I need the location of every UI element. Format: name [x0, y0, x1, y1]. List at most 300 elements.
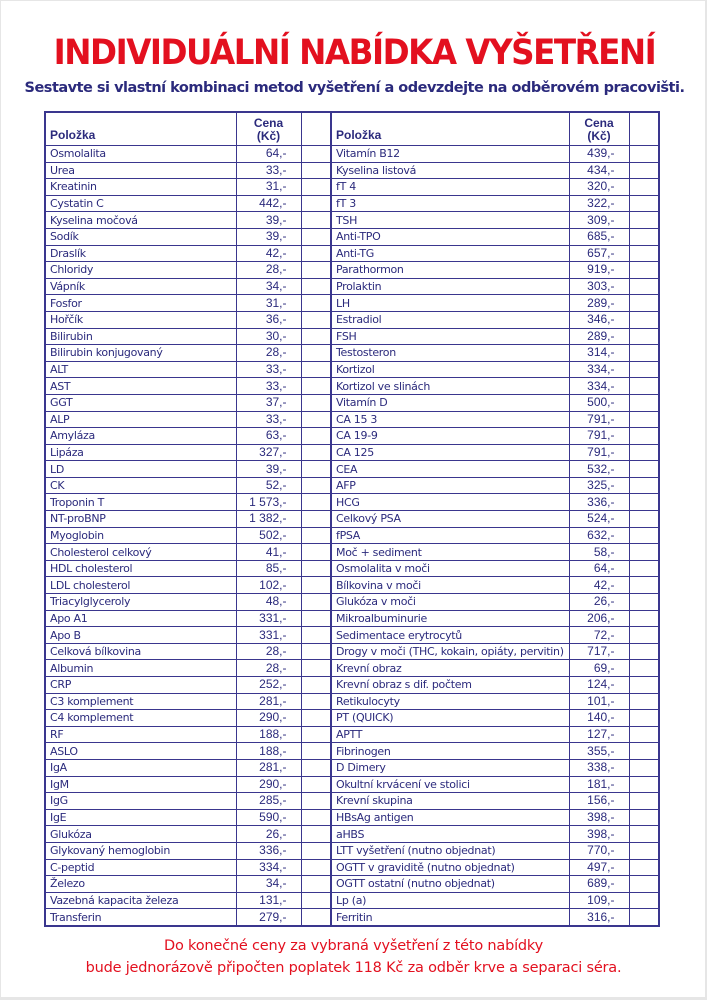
- item-name-left: GGT: [45, 394, 236, 411]
- table-row: [45, 195, 659, 212]
- blank-cell-right: [629, 560, 659, 577]
- table-row: [45, 162, 659, 179]
- blank-cell-left: [301, 345, 331, 362]
- blank-cell-right: [629, 428, 659, 445]
- price-table: [44, 111, 660, 927]
- item-price-right: 320,-: [569, 179, 629, 196]
- blank-cell-right: [629, 494, 659, 511]
- blank-cell-left: [301, 195, 331, 212]
- column-header-blank-right: [629, 112, 659, 146]
- item-price-left: 290,-: [236, 710, 301, 727]
- table-row: [45, 842, 659, 859]
- item-price-left: 279,-: [236, 909, 301, 926]
- item-price-right: 717,-: [569, 643, 629, 660]
- item-price-right: 289,-: [569, 328, 629, 345]
- table-row: [45, 245, 659, 262]
- item-price-left: 28,-: [236, 643, 301, 660]
- item-name-right: Mikroalbuminurie: [331, 610, 569, 627]
- blank-cell-left: [301, 776, 331, 793]
- blank-cell-left: [301, 726, 331, 743]
- table-row: [45, 378, 659, 395]
- item-price-right: 334,-: [569, 378, 629, 395]
- table-row: [45, 660, 659, 677]
- item-price-right: 140,-: [569, 710, 629, 727]
- blank-cell-right: [629, 544, 659, 561]
- item-name-right: fT 3: [331, 195, 569, 212]
- item-name-right: D Dimery: [331, 759, 569, 776]
- blank-cell-right: [629, 759, 659, 776]
- item-name-right: Estradiol: [331, 311, 569, 328]
- item-name-right: CA 15 3: [331, 411, 569, 428]
- blank-cell-left: [301, 677, 331, 694]
- blank-cell-right: [629, 311, 659, 328]
- item-name-right: Moč + sediment: [331, 544, 569, 561]
- item-name-right: TSH: [331, 212, 569, 229]
- blank-cell-right: [629, 195, 659, 212]
- item-name-left: Albumin: [45, 660, 236, 677]
- table-row: [45, 627, 659, 644]
- blank-cell-left: [301, 444, 331, 461]
- item-name-right: Vitamín D: [331, 394, 569, 411]
- item-price-right: 69,-: [569, 660, 629, 677]
- blank-cell-right: [629, 710, 659, 727]
- item-name-left: NT-proBNP: [45, 511, 236, 528]
- item-name-right: FSH: [331, 328, 569, 345]
- blank-cell-right: [629, 527, 659, 544]
- blank-cell-left: [301, 179, 331, 196]
- blank-cell-right: [629, 743, 659, 760]
- item-price-right: 439,-: [569, 146, 629, 163]
- blank-cell-right: [629, 859, 659, 876]
- item-name-right: Anti-TG: [331, 245, 569, 262]
- item-price-left: 85,-: [236, 560, 301, 577]
- item-name-right: LH: [331, 295, 569, 312]
- item-name-right: Anti-TPO: [331, 228, 569, 245]
- blank-cell-left: [301, 710, 331, 727]
- item-price-left: 252,-: [236, 677, 301, 694]
- price-header-line1: Cena: [253, 116, 284, 130]
- table-row: [45, 311, 659, 328]
- item-price-left: 33,-: [236, 162, 301, 179]
- item-name-right: OGTT ostatní (nutno objednat): [331, 876, 569, 893]
- item-name-left: ALP: [45, 411, 236, 428]
- blank-cell-left: [301, 228, 331, 245]
- item-name-right: Kyselina listová: [331, 162, 569, 179]
- item-name-right: Osmolalita v moči: [331, 560, 569, 577]
- price-header-line2: (Kč): [587, 129, 611, 143]
- table-row: [45, 394, 659, 411]
- blank-cell-left: [301, 660, 331, 677]
- table-row: [45, 262, 659, 279]
- item-price-left: 188,-: [236, 743, 301, 760]
- item-price-left: 42,-: [236, 245, 301, 262]
- table-row: [45, 146, 659, 163]
- blank-cell-right: [629, 411, 659, 428]
- item-price-right: 124,-: [569, 677, 629, 694]
- table-row: [45, 892, 659, 909]
- table-row: [45, 527, 659, 544]
- item-price-right: 336,-: [569, 494, 629, 511]
- blank-cell-right: [629, 876, 659, 893]
- item-price-right: 919,-: [569, 262, 629, 279]
- page-subtitle: Sestavte si vlastní kombinaci metod vyšetření a odevzdejte na odběrovém pracovišti.: [24, 80, 685, 96]
- table-row: [45, 793, 659, 810]
- item-name-right: Bílkovina v moči: [331, 577, 569, 594]
- item-price-left: 102,-: [236, 577, 301, 594]
- item-price-left: 502,-: [236, 527, 301, 544]
- item-name-left: CK: [45, 477, 236, 494]
- item-name-right: Parathormon: [331, 262, 569, 279]
- item-price-right: 791,-: [569, 428, 629, 445]
- blank-cell-right: [629, 511, 659, 528]
- item-name-right: Prolaktin: [331, 278, 569, 295]
- blank-cell-right: [629, 394, 659, 411]
- item-name-right: Kortizol ve slinách: [331, 378, 569, 395]
- item-price-left: 37,-: [236, 394, 301, 411]
- table-row: [45, 759, 659, 776]
- item-price-right: 127,-: [569, 726, 629, 743]
- item-name-left: Celková bílkovina: [45, 643, 236, 660]
- blank-cell-left: [301, 245, 331, 262]
- item-price-left: 442,-: [236, 195, 301, 212]
- item-price-right: 355,-: [569, 743, 629, 760]
- blank-cell-left: [301, 743, 331, 760]
- item-price-right: 791,-: [569, 411, 629, 428]
- item-name-right: Kortizol: [331, 361, 569, 378]
- item-name-right: Retikulocyty: [331, 693, 569, 710]
- item-price-right: 303,-: [569, 278, 629, 295]
- item-name-left: C3 komplement: [45, 693, 236, 710]
- item-name-left: Bilirubin konjugovaný: [45, 345, 236, 362]
- blank-cell-left: [301, 693, 331, 710]
- blank-cell-left: [301, 842, 331, 859]
- item-name-left: Železo: [45, 876, 236, 893]
- page-title: INDIVIDUÁLNÍ NABÍDKA VYŠETŘENÍ: [53, 33, 656, 73]
- blank-cell-left: [301, 477, 331, 494]
- blank-cell-right: [629, 461, 659, 478]
- item-price-right: 434,-: [569, 162, 629, 179]
- blank-cell-right: [629, 726, 659, 743]
- item-price-left: 285,-: [236, 793, 301, 810]
- item-price-left: 39,-: [236, 461, 301, 478]
- column-header-item-left: Položka: [45, 112, 236, 146]
- item-price-left: 31,-: [236, 295, 301, 312]
- blank-cell-left: [301, 544, 331, 561]
- item-name-left: Cholesterol celkový: [45, 544, 236, 561]
- item-name-left: Chloridy: [45, 262, 236, 279]
- item-price-left: 39,-: [236, 228, 301, 245]
- table-row: [45, 610, 659, 627]
- item-name-left: Hořčík: [45, 311, 236, 328]
- item-price-right: 791,-: [569, 444, 629, 461]
- footer-line-1: Do konečné ceny za vybraná vyšetření z této nabídky: [164, 938, 543, 954]
- item-name-left: IgG: [45, 793, 236, 810]
- item-price-left: 63,-: [236, 428, 301, 445]
- item-price-left: 331,-: [236, 627, 301, 644]
- item-price-left: 1 382,-: [236, 511, 301, 528]
- blank-cell-left: [301, 759, 331, 776]
- blank-cell-left: [301, 793, 331, 810]
- item-name-right: Glukóza v moči: [331, 594, 569, 611]
- blank-cell-right: [629, 345, 659, 362]
- blank-cell-right: [629, 643, 659, 660]
- item-name-left: Troponin T: [45, 494, 236, 511]
- item-price-left: 34,-: [236, 876, 301, 893]
- item-name-left: Transferin: [45, 909, 236, 926]
- blank-cell-right: [629, 245, 659, 262]
- blank-cell-left: [301, 892, 331, 909]
- item-name-left: IgE: [45, 809, 236, 826]
- item-price-left: 26,-: [236, 826, 301, 843]
- item-price-right: 72,-: [569, 627, 629, 644]
- item-name-left: Cystatin C: [45, 195, 236, 212]
- item-price-right: 325,-: [569, 477, 629, 494]
- item-price-left: 336,-: [236, 842, 301, 859]
- blank-cell-left: [301, 212, 331, 229]
- item-price-right: 289,-: [569, 295, 629, 312]
- table-row: [45, 477, 659, 494]
- blank-cell-right: [629, 809, 659, 826]
- item-price-right: 338,-: [569, 759, 629, 776]
- item-name-left: Bilirubin: [45, 328, 236, 345]
- blank-cell-left: [301, 262, 331, 279]
- blank-cell-right: [629, 627, 659, 644]
- table-header-row: [45, 112, 659, 146]
- item-name-right: HCG: [331, 494, 569, 511]
- table-row: [45, 345, 659, 362]
- item-name-left: IgM: [45, 776, 236, 793]
- blank-cell-left: [301, 494, 331, 511]
- item-price-left: 33,-: [236, 361, 301, 378]
- item-price-left: 331,-: [236, 610, 301, 627]
- item-price-left: 281,-: [236, 693, 301, 710]
- item-price-left: 36,-: [236, 311, 301, 328]
- item-price-left: 52,-: [236, 477, 301, 494]
- blank-cell-right: [629, 361, 659, 378]
- blank-cell-left: [301, 594, 331, 611]
- blank-cell-left: [301, 295, 331, 312]
- blank-cell-left: [301, 411, 331, 428]
- table-row: [45, 295, 659, 312]
- item-price-left: 30,-: [236, 328, 301, 345]
- item-price-right: 309,-: [569, 212, 629, 229]
- table-row: [45, 428, 659, 445]
- blank-cell-right: [629, 328, 659, 345]
- item-name-left: C-peptid: [45, 859, 236, 876]
- item-name-left: Osmolalita: [45, 146, 236, 163]
- item-price-right: 497,-: [569, 859, 629, 876]
- blank-cell-right: [629, 179, 659, 196]
- blank-cell-right: [629, 660, 659, 677]
- item-price-left: 41,-: [236, 544, 301, 561]
- item-price-right: 206,-: [569, 610, 629, 627]
- blank-cell-left: [301, 876, 331, 893]
- blank-cell-right: [629, 378, 659, 395]
- blank-cell-left: [301, 428, 331, 445]
- item-price-left: 31,-: [236, 179, 301, 196]
- blank-cell-right: [629, 295, 659, 312]
- item-name-right: fPSA: [331, 527, 569, 544]
- item-price-right: 42,-: [569, 577, 629, 594]
- item-name-left: Sodík: [45, 228, 236, 245]
- blank-cell-right: [629, 693, 659, 710]
- item-price-right: 346,-: [569, 311, 629, 328]
- item-name-right: Testosteron: [331, 345, 569, 362]
- item-price-left: 48,-: [236, 594, 301, 611]
- blank-cell-left: [301, 643, 331, 660]
- item-price-right: 26,-: [569, 594, 629, 611]
- item-price-right: 181,-: [569, 776, 629, 793]
- item-name-right: Krevní obraz s dif. počtem: [331, 677, 569, 694]
- item-name-right: HBsAg antigen: [331, 809, 569, 826]
- blank-cell-left: [301, 278, 331, 295]
- item-name-right: fT 4: [331, 179, 569, 196]
- item-name-left: Myoglobin: [45, 527, 236, 544]
- blank-cell-left: [301, 627, 331, 644]
- item-price-left: 188,-: [236, 726, 301, 743]
- table-row: [45, 643, 659, 660]
- column-header-blank-left: [301, 112, 331, 146]
- blank-cell-right: [629, 577, 659, 594]
- blank-cell-right: [629, 793, 659, 810]
- table-row: [45, 859, 659, 876]
- item-price-left: 327,-: [236, 444, 301, 461]
- blank-cell-right: [629, 909, 659, 926]
- item-price-right: 657,-: [569, 245, 629, 262]
- item-price-left: 28,-: [236, 660, 301, 677]
- table-row: [45, 328, 659, 345]
- price-header-line1: Cena: [584, 116, 614, 130]
- item-name-right: LTT vyšetření (nutno objednat): [331, 842, 569, 859]
- item-name-left: Apo A1: [45, 610, 236, 627]
- item-name-right: Okultní krvácení ve stolici: [331, 776, 569, 793]
- item-name-left: ALT: [45, 361, 236, 378]
- blank-cell-left: [301, 560, 331, 577]
- item-price-right: 632,-: [569, 527, 629, 544]
- table-row: [45, 726, 659, 743]
- item-name-left: CRP: [45, 677, 236, 694]
- item-name-left: LD: [45, 461, 236, 478]
- item-price-right: 109,-: [569, 892, 629, 909]
- blank-cell-right: [629, 842, 659, 859]
- item-price-right: 500,-: [569, 394, 629, 411]
- blank-cell-right: [629, 826, 659, 843]
- item-price-left: 33,-: [236, 378, 301, 395]
- blank-cell-right: [629, 162, 659, 179]
- item-price-right: 314,-: [569, 345, 629, 362]
- blank-cell-left: [301, 859, 331, 876]
- item-name-left: Vápník: [45, 278, 236, 295]
- table-row: [45, 743, 659, 760]
- blank-cell-right: [629, 677, 659, 694]
- table-row: [45, 594, 659, 611]
- blank-cell-right: [629, 610, 659, 627]
- table-row: [45, 876, 659, 893]
- blank-cell-right: [629, 262, 659, 279]
- blank-cell-left: [301, 461, 331, 478]
- item-name-left: Urea: [45, 162, 236, 179]
- blank-cell-left: [301, 577, 331, 594]
- item-price-left: 64,-: [236, 146, 301, 163]
- table-row: [45, 809, 659, 826]
- item-name-left: LDL cholesterol: [45, 577, 236, 594]
- blank-cell-left: [301, 361, 331, 378]
- item-price-left: 131,-: [236, 892, 301, 909]
- item-name-right: aHBS: [331, 826, 569, 843]
- blank-cell-left: [301, 909, 331, 926]
- blank-cell-right: [629, 892, 659, 909]
- blank-cell-left: [301, 328, 331, 345]
- item-price-left: 290,-: [236, 776, 301, 793]
- item-name-left: ASLO: [45, 743, 236, 760]
- table-row: [45, 511, 659, 528]
- item-price-right: 156,-: [569, 793, 629, 810]
- item-name-right: PT (QUICK): [331, 710, 569, 727]
- blank-cell-left: [301, 610, 331, 627]
- item-name-right: Krevní obraz: [331, 660, 569, 677]
- item-price-left: 33,-: [236, 411, 301, 428]
- item-name-left: Kreatinin: [45, 179, 236, 196]
- item-price-left: 334,-: [236, 859, 301, 876]
- blank-cell-right: [629, 477, 659, 494]
- table-row: [45, 461, 659, 478]
- item-name-right: CA 125: [331, 444, 569, 461]
- blank-cell-left: [301, 826, 331, 843]
- item-price-right: 101,-: [569, 693, 629, 710]
- item-price-left: 28,-: [236, 345, 301, 362]
- table-row: [45, 228, 659, 245]
- item-name-left: IgA: [45, 759, 236, 776]
- item-name-left: Lipáza: [45, 444, 236, 461]
- item-name-right: Vitamín B12: [331, 146, 569, 163]
- blank-cell-right: [629, 594, 659, 611]
- table-row: [45, 544, 659, 561]
- item-name-left: HDL cholesterol: [45, 560, 236, 577]
- item-price-right: 58,-: [569, 544, 629, 561]
- item-price-right: 64,-: [569, 560, 629, 577]
- item-price-left: 1 573,-: [236, 494, 301, 511]
- table-row: [45, 278, 659, 295]
- item-name-right: Drogy v moči (THC, kokain, opiáty, pervitin): [331, 643, 569, 660]
- footer-note: [0, 935, 707, 979]
- blank-cell-right: [629, 228, 659, 245]
- item-name-right: APTT: [331, 726, 569, 743]
- item-name-right: Fibrinogen: [331, 743, 569, 760]
- item-price-left: 590,-: [236, 809, 301, 826]
- blank-cell-left: [301, 527, 331, 544]
- item-name-right: CA 19-9: [331, 428, 569, 445]
- column-header-price-left: [236, 112, 301, 146]
- column-header-price-right: [569, 112, 629, 146]
- item-price-right: 334,-: [569, 361, 629, 378]
- item-name-left: AST: [45, 378, 236, 395]
- item-name-right: CEA: [331, 461, 569, 478]
- blank-cell-right: [629, 278, 659, 295]
- table-row: [45, 212, 659, 229]
- table-row: [45, 361, 659, 378]
- table-row: [45, 710, 659, 727]
- blank-cell-left: [301, 378, 331, 395]
- blank-cell-right: [629, 212, 659, 229]
- item-price-right: 685,-: [569, 228, 629, 245]
- item-name-left: Amyláza: [45, 428, 236, 445]
- table-row: [45, 693, 659, 710]
- item-price-left: 281,-: [236, 759, 301, 776]
- table-row: [45, 411, 659, 428]
- price-header-line2: (Kč): [256, 129, 281, 143]
- blank-cell-left: [301, 311, 331, 328]
- price-table-body: [45, 146, 659, 926]
